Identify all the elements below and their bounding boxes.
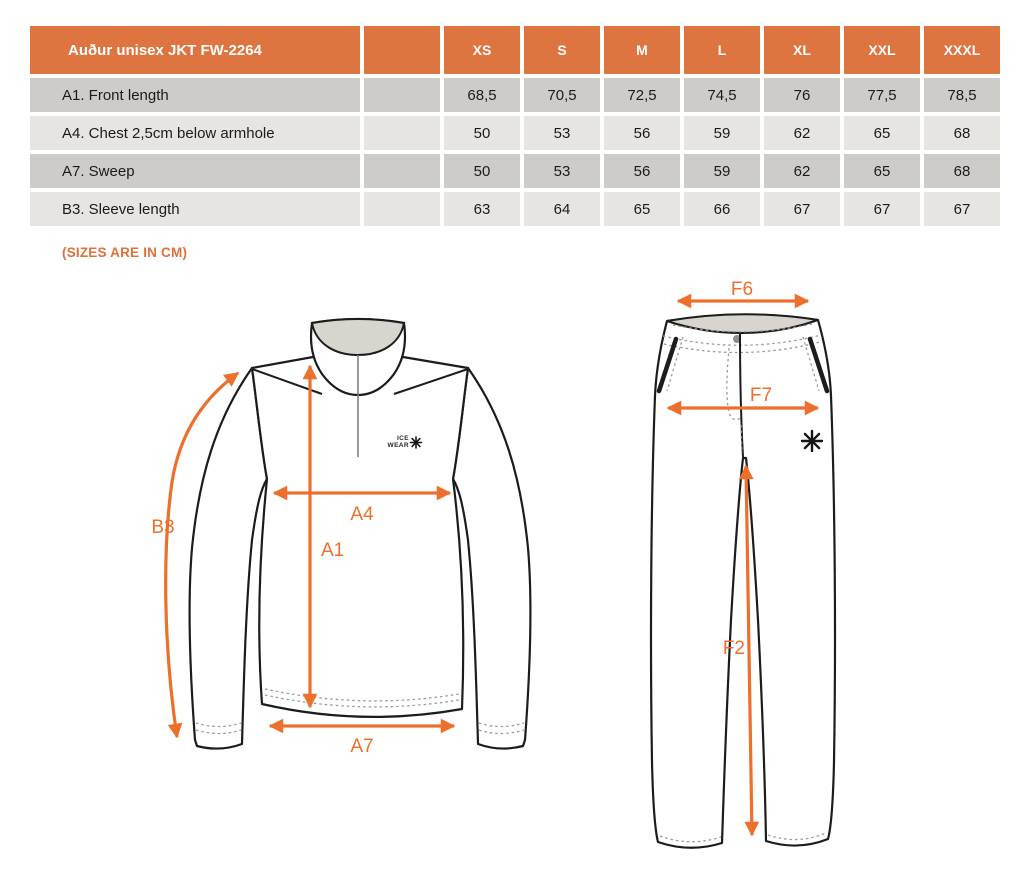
f2-label: F2	[722, 638, 745, 659]
jacket-body	[252, 357, 468, 717]
table-title: Auður unisex JKT FW-2264	[30, 26, 360, 74]
value-cell: 74,5	[684, 78, 760, 112]
size-header-xl: XL	[764, 26, 840, 74]
value-cell: 67	[764, 192, 840, 226]
jacket-left-sleeve	[190, 368, 267, 749]
value-cell: 67	[924, 192, 1000, 226]
size-table	[30, 26, 1000, 226]
value-cell: 64	[524, 192, 600, 226]
value-cell: 56	[604, 154, 680, 188]
value-cell: 50	[444, 116, 520, 150]
size-header-xs: XS	[444, 26, 520, 74]
pants-body	[651, 315, 835, 848]
row-label-chest: A4. Chest 2,5cm below armhole	[30, 116, 360, 150]
snowflake-icon	[411, 437, 422, 448]
a7-label: A7	[350, 736, 374, 757]
value-cell: 65	[604, 192, 680, 226]
icewear-logo-text: WEAR	[387, 442, 409, 449]
snowflake-icon	[802, 431, 822, 451]
value-cell: 66	[684, 192, 760, 226]
a1-label: A1	[321, 540, 345, 561]
jacket-right-sleeve	[453, 368, 530, 749]
sizes-in-cm-note: (SIZES ARE IN CM)	[62, 245, 188, 260]
icewear-logo-text: ICE	[396, 435, 409, 442]
row-label-sleeve-length: B3. Sleeve length	[30, 192, 360, 226]
value-cell: 72,5	[604, 78, 680, 112]
jacket-drawing	[151, 319, 530, 757]
size-header-xxl: XXL	[844, 26, 920, 74]
f7-label: F7	[749, 385, 773, 406]
value-cell: 56	[604, 116, 680, 150]
value-cell: 65	[844, 116, 920, 150]
value-cell: 53	[524, 154, 600, 188]
value-cell: 59	[684, 116, 760, 150]
b3-label: B3	[151, 517, 175, 538]
table-header-spacer	[364, 26, 440, 74]
value-cell: 77,5	[844, 78, 920, 112]
size-header-xxxl: XXXL	[924, 26, 1000, 74]
size-header-s: S	[524, 26, 600, 74]
value-cell: 68	[924, 116, 1000, 150]
value-cell: 70,5	[524, 78, 600, 112]
value-cell: 62	[764, 116, 840, 150]
value-cell: 67	[844, 192, 920, 226]
value-cell: 59	[684, 154, 760, 188]
value-cell: 68	[924, 154, 1000, 188]
row-label-sweep: A7. Sweep	[30, 154, 360, 188]
a4-label: A4	[350, 504, 374, 525]
row-spacer	[364, 116, 440, 150]
value-cell: 65	[844, 154, 920, 188]
size-header-l: L	[684, 26, 760, 74]
value-cell: 50	[444, 154, 520, 188]
pants-drawing	[651, 279, 835, 848]
value-cell: 62	[764, 154, 840, 188]
row-spacer	[364, 78, 440, 112]
row-spacer	[364, 154, 440, 188]
value-cell: 76	[764, 78, 840, 112]
row-spacer	[364, 192, 440, 226]
f6-label: F6	[730, 279, 754, 300]
value-cell: 68,5	[444, 78, 520, 112]
value-cell: 78,5	[924, 78, 1000, 112]
value-cell: 63	[444, 192, 520, 226]
value-cell: 53	[524, 116, 600, 150]
row-label-front-length: A1. Front length	[30, 78, 360, 112]
garment-drawings	[0, 260, 1033, 889]
size-header-m: M	[604, 26, 680, 74]
